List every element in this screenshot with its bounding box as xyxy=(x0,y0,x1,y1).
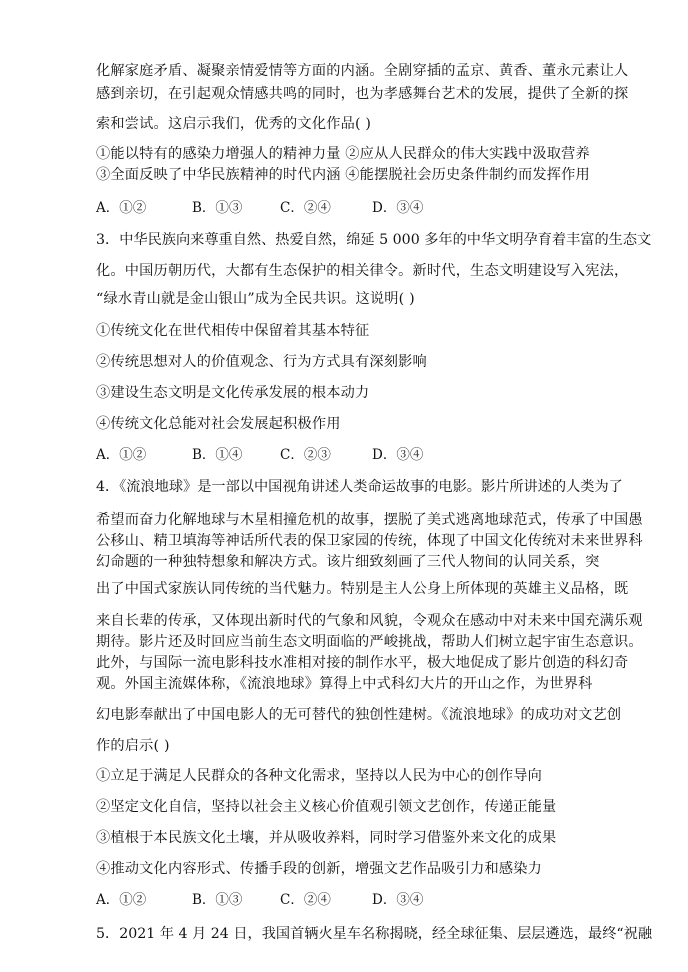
q4-item-2: ②坚定文化自信，坚持以社会主义核心价值观引领文艺创作，传递正能量 xyxy=(96,799,557,815)
q3-item-3: ③建设生态文明是文化传承发展的根本动力 xyxy=(96,385,370,401)
q2-option-d[interactable]: D．③④ xyxy=(372,200,424,216)
q3-option-c[interactable]: C．②③ xyxy=(280,447,331,463)
q4-stem-line-8: 此外，与国际一流电影科技水准相对接的制作水平，极大地促成了影片创造的科幻奇 xyxy=(96,655,629,671)
q4-item-3: ③植根于本民族文化土壤，并从吸收养料，同时学习借鉴外来文化的成果 xyxy=(96,830,557,846)
q4-stem-line-7: 期待。影片还及时回应当前生态文明面临的严峻挑战，帮助人们树立起宇宙生态意识。 xyxy=(96,634,643,650)
q2-line-2: 感到亲切，在引起观众情感共鸣的同时，也为孝感舞台艺术的发展，提供了全新的探 xyxy=(96,86,629,102)
q4-stem-line-11: 作的启示( ) xyxy=(96,738,170,754)
q4-stem-line-2: 希望而奋力化解地球与木星相撞危机的故事，摆脱了美式逃离地球范式，传承了中国愚 xyxy=(96,512,643,528)
q4-option-d[interactable]: D．③④ xyxy=(372,892,424,908)
q2-line-1: 化解家庭矛盾、凝聚亲情爱情等方面的内涵。全剧穿插的孟京、黄香、董永元素让人 xyxy=(96,63,629,79)
q2-option-a[interactable]: A．①② xyxy=(96,200,147,216)
q5-stem-line-1: 5．2021 年 4 月 24 日，我国首辆火星车名称揭晓，经全球征集、层层遴选，最终“祝融 xyxy=(96,926,653,942)
q2-options xyxy=(96,199,452,217)
q4-option-a[interactable]: A．①② xyxy=(96,892,147,908)
q4-stem-line-4: 幻命题的一种独特想象和解决方式。该片细致刻画了三代人物间的认同关系，突 xyxy=(96,554,600,570)
q3-stem-line-3: “绿水青山就是金山银山”成为全民共识。这说明( ) xyxy=(96,291,415,307)
q4-stem-line-9: 观。外国主流媒体称，《流浪地球》算得上中式科幻大片的开山之作，为世界科 xyxy=(96,676,593,692)
q4-stem-line-3: 公移山、精卫填海等神话所代表的保卫家园的传统，体现了中国文化传统对未来世界科 xyxy=(96,533,643,549)
q3-item-1: ①传统文化在世代相传中保留着其基本特征 xyxy=(96,323,370,339)
q3-option-a[interactable]: A．①② xyxy=(96,447,147,463)
q3-options xyxy=(96,446,452,464)
q2-option-b[interactable]: B．①③ xyxy=(192,200,243,216)
q4-stem-line-5: 出了中国式家族认同传统的当代魅力。特别是主人公身上所体现的英雄主义品格，既 xyxy=(96,581,629,597)
q2-item-line-1: ①能以特有的感染力增强人的精神力量 ②应从人民群众的伟大实践中汲取营养 xyxy=(96,146,590,162)
q4-stem-line-6: 来自长辈的传承，又体现出新时代的气象和风貌，令观众在感动中对未来中国充满乐观 xyxy=(96,613,643,629)
q2-item-line-2: ③全面反映了中华民族精神的时代内涵 ④能摆脱社会历史条件制约而发挥作用 xyxy=(96,167,590,183)
q3-stem-line-1: 3．中华民族向来尊重自然、热爱自然，绵延 5 000 多年的中华文明孕育着丰富的生态文 xyxy=(96,232,652,248)
q4-option-c[interactable]: C．②④ xyxy=(280,892,331,908)
q3-stem-line-2: 化。中国历朝历代，大都有生态保护的相关律令。新时代，生态文明建设写入宪法， xyxy=(96,263,629,279)
q4-options xyxy=(96,891,452,909)
q3-option-b[interactable]: B．①④ xyxy=(192,447,243,463)
q4-option-b[interactable]: B．①③ xyxy=(192,892,243,908)
q2-line-3: 索和尝试。这启示我们，优秀的文化作品( ) xyxy=(96,116,372,132)
q4-stem-line-10: 幻电影奉献出了中国电影人的无可替代的独创性建树。《流浪地球》的成功对文艺创 xyxy=(96,707,622,723)
q3-item-2: ②传统思想对人的价值观念、行为方式具有深刻影响 xyxy=(96,354,427,370)
q4-stem-line-1: 4．《流浪地球》是一部以中国视角讲述人类命运故事的电影。影片所讲述的人类为了 xyxy=(96,479,623,495)
q4-item-1: ①立足于满足人民群众的各种文化需求，坚持以人民为中心的创作导向 xyxy=(96,768,543,784)
q3-item-4: ④传统文化总能对社会发展起积极作用 xyxy=(96,416,341,432)
q4-item-4: ④推动文化内容形式、传播手段的创新，增强文艺作品吸引力和感染力 xyxy=(96,861,543,877)
q2-option-c[interactable]: C．②④ xyxy=(280,200,331,216)
q3-option-d[interactable]: D．③④ xyxy=(372,447,424,463)
